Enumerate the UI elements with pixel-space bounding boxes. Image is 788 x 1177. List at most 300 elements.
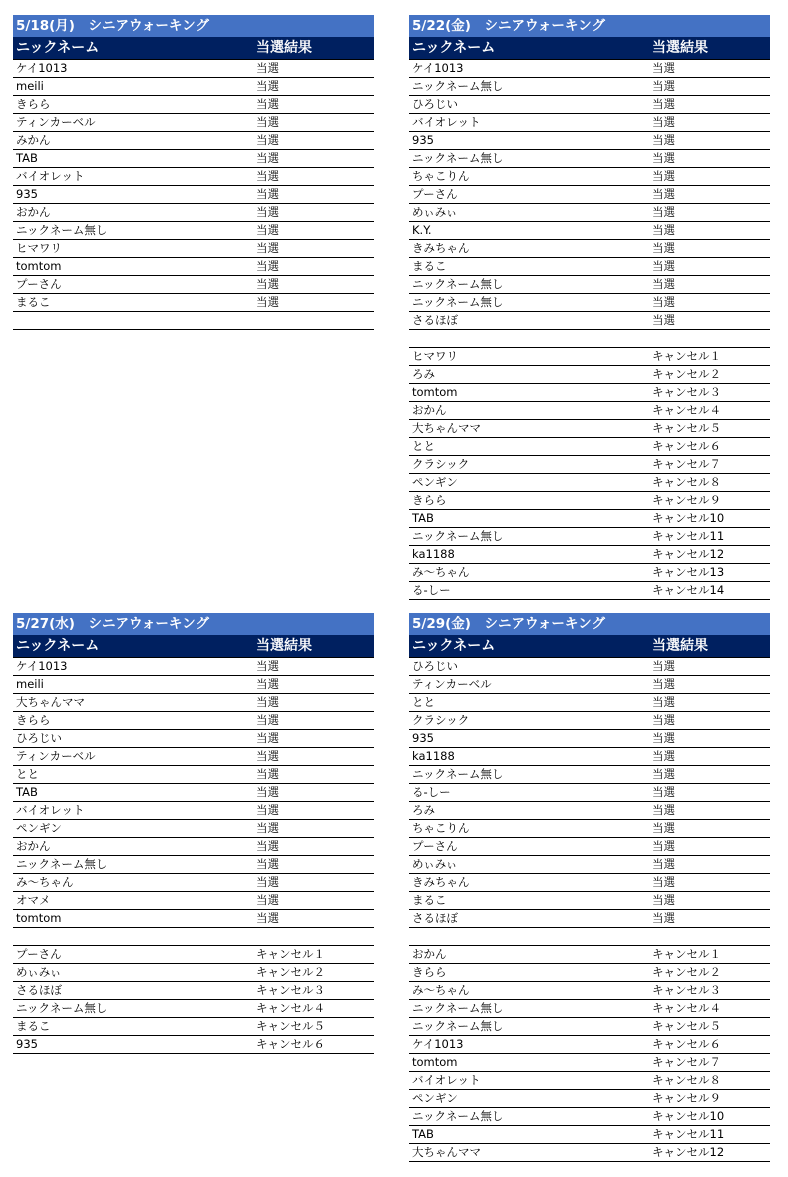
table-title: 5/18(月) シニアウォーキング <box>13 15 374 37</box>
table-row <box>409 802 770 820</box>
table-row <box>409 676 770 694</box>
result-cell <box>256 928 374 945</box>
table-rows <box>13 60 374 330</box>
table-row <box>13 114 374 132</box>
nickname-cell: ニックネーム無し <box>412 151 504 165</box>
nickname-cell: ヒマワリ <box>16 241 62 255</box>
result-cell: 当選 <box>652 223 675 237</box>
result-cell: 当選 <box>256 259 279 273</box>
result-cell: キャンセル12 <box>652 1145 725 1159</box>
nickname-cell: る-しー <box>412 583 451 597</box>
table-0527 <box>13 613 374 1054</box>
table-row <box>409 820 770 838</box>
table-row <box>409 1000 770 1018</box>
header-result: 当選結果 <box>256 638 312 654</box>
nickname-cell: バイオレット <box>16 169 85 183</box>
table-row <box>409 330 770 348</box>
result-cell: 当選 <box>256 295 279 309</box>
table-row <box>409 766 770 784</box>
table-row <box>13 240 374 258</box>
table-row <box>409 946 770 964</box>
result-cell: 当選 <box>652 677 675 691</box>
nickname-cell: おかん <box>16 839 51 853</box>
nickname-cell: ひろじい <box>16 731 62 745</box>
table-row <box>409 1072 770 1090</box>
nickname-cell: る-しー <box>412 785 451 799</box>
nickname-cell: 大ちゃんママ <box>16 695 85 709</box>
table-row <box>13 96 374 114</box>
result-cell: 当選 <box>256 677 279 691</box>
nickname-cell: ペンギン <box>412 475 458 489</box>
header-nickname: ニックネーム <box>16 638 100 654</box>
table-0522 <box>409 15 770 600</box>
header-result: 当選結果 <box>652 40 708 56</box>
table-rows <box>13 658 374 1054</box>
result-cell: 当選 <box>652 115 675 129</box>
table-row <box>13 946 374 964</box>
result-cell: 当選 <box>652 893 675 907</box>
table-row <box>409 874 770 892</box>
table-row <box>13 802 374 820</box>
table-row <box>409 1144 770 1162</box>
table-row <box>13 928 374 946</box>
result-cell: 当選 <box>256 893 279 907</box>
result-cell: キャンセル４ <box>652 403 721 417</box>
nickname-cell: tomtom <box>16 911 62 925</box>
nickname-cell: TAB <box>412 511 434 525</box>
header-nickname: ニックネーム <box>412 638 496 654</box>
table-row <box>409 784 770 802</box>
table-row <box>13 910 374 928</box>
table-row <box>409 564 770 582</box>
result-cell: 当選 <box>652 169 675 183</box>
result-cell: 当選 <box>256 659 279 673</box>
nickname-cell: ティンカーベル <box>16 115 96 129</box>
table-row <box>409 168 770 186</box>
result-cell: キャンセル３ <box>256 983 325 997</box>
table-header <box>13 635 374 658</box>
result-cell: 当選 <box>652 875 675 889</box>
table-row <box>13 204 374 222</box>
nickname-cell: クラシック <box>412 457 470 471</box>
nickname-cell: ケイ1013 <box>412 1037 464 1051</box>
nickname-cell: おかん <box>412 947 447 961</box>
result-cell: キャンセル11 <box>652 529 725 543</box>
table-title: 5/27(水) シニアウォーキング <box>13 613 374 635</box>
nickname-cell: 935 <box>16 1037 38 1051</box>
table-row <box>13 1018 374 1036</box>
nickname-cell <box>13 312 256 329</box>
table-row <box>409 258 770 276</box>
table-row <box>13 658 374 676</box>
result-cell: キャンセル４ <box>652 1001 721 1015</box>
nickname-cell: きらら <box>412 965 447 979</box>
nickname-cell: K.Y. <box>412 223 432 237</box>
result-cell: 当選 <box>652 767 675 781</box>
table-title: 5/29(金) シニアウォーキング <box>409 613 770 635</box>
table-row <box>409 510 770 528</box>
table-row <box>409 348 770 366</box>
nickname-cell: ニックネーム無し <box>16 223 108 237</box>
nickname-cell: プーさん <box>16 947 62 961</box>
result-cell: キャンセル10 <box>652 1109 725 1123</box>
table-row <box>13 312 374 330</box>
nickname-cell: tomtom <box>16 259 62 273</box>
nickname-cell: ヒマワリ <box>412 349 458 363</box>
table-row <box>409 982 770 1000</box>
result-cell: キャンセル６ <box>652 439 721 453</box>
table-row <box>13 856 374 874</box>
result-cell: 当選 <box>256 169 279 183</box>
nickname-cell: みかん <box>16 133 51 147</box>
result-cell: 当選 <box>256 133 279 147</box>
table-row <box>409 114 770 132</box>
table-row <box>13 730 374 748</box>
nickname-cell: TAB <box>16 785 38 799</box>
table-row <box>409 294 770 312</box>
result-cell: 当選 <box>256 151 279 165</box>
result-cell: 当選 <box>256 857 279 871</box>
nickname-cell: ティンカーベル <box>16 749 96 763</box>
table-row <box>13 186 374 204</box>
result-cell: キャンセル８ <box>652 475 721 489</box>
result-cell: キャンセル６ <box>256 1037 325 1051</box>
result-cell: キャンセル１ <box>652 947 721 961</box>
nickname-cell: ニックネーム無し <box>412 529 504 543</box>
result-cell: キャンセル１ <box>256 947 325 961</box>
result-cell: 当選 <box>652 785 675 799</box>
table-0518 <box>13 15 374 330</box>
table-row <box>409 60 770 78</box>
table-row <box>409 748 770 766</box>
table-row <box>13 150 374 168</box>
result-cell: 当選 <box>256 277 279 291</box>
result-cell: 当選 <box>652 749 675 763</box>
table-row <box>409 838 770 856</box>
nickname-cell: ニックネーム無し <box>412 79 504 93</box>
result-cell: 当選 <box>256 97 279 111</box>
nickname-cell: 935 <box>16 187 38 201</box>
table-row <box>13 258 374 276</box>
nickname-cell: み～ちゃん <box>16 875 74 889</box>
result-cell: 当選 <box>652 803 675 817</box>
nickname-cell: ろみ <box>412 803 435 817</box>
result-cell <box>652 928 770 945</box>
table-row <box>409 276 770 294</box>
nickname-cell: ニックネーム無し <box>412 1019 504 1033</box>
table-row <box>13 168 374 186</box>
nickname-cell <box>409 330 652 347</box>
table-row <box>409 132 770 150</box>
result-cell: 当選 <box>652 839 675 853</box>
result-cell: キャンセル２ <box>256 965 325 979</box>
table-row <box>409 492 770 510</box>
nickname-cell: バイオレット <box>412 1073 481 1087</box>
result-cell: 当選 <box>256 785 279 799</box>
table-row <box>13 748 374 766</box>
result-cell: 当選 <box>652 659 675 673</box>
result-cell: 当選 <box>652 133 675 147</box>
nickname-cell: プーさん <box>412 187 458 201</box>
result-cell: 当選 <box>256 749 279 763</box>
table-row <box>13 222 374 240</box>
table-row <box>409 1090 770 1108</box>
table-row <box>409 366 770 384</box>
table-row <box>13 784 374 802</box>
nickname-cell: きらら <box>16 97 51 111</box>
table-row <box>409 546 770 564</box>
nickname-cell: ニックネーム無し <box>16 857 108 871</box>
nickname-cell: tomtom <box>412 1055 458 1069</box>
result-cell: 当選 <box>256 875 279 889</box>
table-row <box>409 928 770 946</box>
header-nickname: ニックネーム <box>412 40 496 56</box>
header-nickname: ニックネーム <box>16 40 100 56</box>
table-row <box>409 222 770 240</box>
nickname-cell: ケイ1013 <box>16 659 68 673</box>
result-cell: キャンセル３ <box>652 385 721 399</box>
result-cell: 当選 <box>256 241 279 255</box>
table-row <box>13 132 374 150</box>
table-row <box>13 892 374 910</box>
nickname-cell <box>13 928 256 945</box>
nickname-cell: おかん <box>16 205 51 219</box>
result-cell: キャンセル８ <box>652 1073 721 1087</box>
result-cell: キャンセル５ <box>256 1019 325 1033</box>
result-cell: 当選 <box>652 61 675 75</box>
header-result: 当選結果 <box>652 638 708 654</box>
nickname-cell: tomtom <box>412 385 458 399</box>
table-row <box>409 1018 770 1036</box>
result-cell: 当選 <box>652 857 675 871</box>
nickname-cell: ニックネーム無し <box>16 1001 108 1015</box>
nickname-cell <box>409 928 652 945</box>
result-cell: キャンセル11 <box>652 1127 725 1141</box>
table-row <box>409 186 770 204</box>
nickname-cell: ka1188 <box>412 547 455 561</box>
header-result: 当選結果 <box>256 40 312 56</box>
table-row <box>13 1036 374 1054</box>
table-header <box>13 37 374 60</box>
nickname-cell: クラシック <box>412 713 470 727</box>
table-row <box>409 150 770 168</box>
nickname-cell: ティンカーベル <box>412 677 492 691</box>
table-rows <box>409 60 770 600</box>
table-row <box>409 240 770 258</box>
result-cell: 当選 <box>652 731 675 745</box>
table-title: 5/22(金) シニアウォーキング <box>409 15 770 37</box>
result-cell: 当選 <box>256 223 279 237</box>
nickname-cell: きみちゃん <box>412 875 470 889</box>
result-cell: 当選 <box>256 695 279 709</box>
nickname-cell: とと <box>16 767 39 781</box>
result-cell: キャンセル10 <box>652 511 725 525</box>
result-cell: 当選 <box>652 97 675 111</box>
result-cell: 当選 <box>652 151 675 165</box>
nickname-cell: とと <box>412 439 435 453</box>
nickname-cell: さるほぼ <box>412 911 458 925</box>
nickname-cell: プーさん <box>16 277 62 291</box>
nickname-cell: きみちゃん <box>412 241 470 255</box>
nickname-cell: ケイ1013 <box>16 61 68 75</box>
result-cell: 当選 <box>652 911 675 925</box>
nickname-cell: バイオレット <box>412 115 481 129</box>
table-row <box>409 730 770 748</box>
result-cell: 当選 <box>652 821 675 835</box>
result-cell: 当選 <box>256 731 279 745</box>
result-cell: キャンセル14 <box>652 583 725 597</box>
nickname-cell: み～ちゃん <box>412 565 470 579</box>
table-header <box>409 37 770 60</box>
nickname-cell: おかん <box>412 403 447 417</box>
nickname-cell: めぃみぃ <box>412 205 458 219</box>
nickname-cell: とと <box>412 695 435 709</box>
table-row <box>409 474 770 492</box>
table-row <box>13 276 374 294</box>
result-cell: 当選 <box>256 839 279 853</box>
nickname-cell: ニックネーム無し <box>412 295 504 309</box>
result-cell: キャンセル５ <box>652 1019 721 1033</box>
nickname-cell: 大ちゃんママ <box>412 421 481 435</box>
result-cell: キャンセル13 <box>652 565 725 579</box>
result-cell: キャンセル４ <box>256 1001 325 1015</box>
nickname-cell: ニックネーム無し <box>412 1109 504 1123</box>
result-cell: キャンセル１ <box>652 349 721 363</box>
table-row <box>409 420 770 438</box>
result-cell: 当選 <box>256 79 279 93</box>
table-row <box>13 838 374 856</box>
result-cell: 当選 <box>652 313 675 327</box>
result-cell: 当選 <box>256 713 279 727</box>
result-cell: キャンセル３ <box>652 983 721 997</box>
table-0529 <box>409 613 770 1162</box>
nickname-cell: まるこ <box>412 259 447 273</box>
result-cell: キャンセル９ <box>652 493 721 507</box>
nickname-cell: ちゃこりん <box>412 169 470 183</box>
table-row <box>409 1036 770 1054</box>
nickname-cell: オマメ <box>16 893 51 907</box>
nickname-cell: ka1188 <box>412 749 455 763</box>
result-cell: 当選 <box>652 695 675 709</box>
result-cell: 当選 <box>652 241 675 255</box>
nickname-cell: めぃみぃ <box>412 857 458 871</box>
table-row <box>409 1108 770 1126</box>
table-row <box>13 294 374 312</box>
nickname-cell: TAB <box>412 1127 434 1141</box>
table-row <box>409 694 770 712</box>
nickname-cell: ニックネーム無し <box>412 277 504 291</box>
nickname-cell: ペンギン <box>412 1091 458 1105</box>
nickname-cell: meili <box>16 79 44 93</box>
result-cell: キャンセル５ <box>652 421 721 435</box>
table-row <box>13 874 374 892</box>
nickname-cell: まるこ <box>16 295 51 309</box>
result-cell: キャンセル６ <box>652 1037 721 1051</box>
result-cell: 当選 <box>256 61 279 75</box>
table-row <box>409 528 770 546</box>
nickname-cell: ペンギン <box>16 821 62 835</box>
nickname-cell: 935 <box>412 133 434 147</box>
nickname-cell: まるこ <box>412 893 447 907</box>
result-cell: 当選 <box>256 767 279 781</box>
table-row <box>13 1000 374 1018</box>
result-cell <box>652 330 770 347</box>
table-row <box>409 964 770 982</box>
table-row <box>409 712 770 730</box>
table-row <box>409 438 770 456</box>
nickname-cell: さるほぼ <box>412 313 458 327</box>
nickname-cell: み～ちゃん <box>412 983 470 997</box>
result-cell: 当選 <box>652 277 675 291</box>
result-cell: 当選 <box>256 205 279 219</box>
nickname-cell: さるほぼ <box>16 983 62 997</box>
result-cell: 当選 <box>652 295 675 309</box>
table-row <box>409 384 770 402</box>
table-row <box>409 658 770 676</box>
nickname-cell: きらら <box>412 493 447 507</box>
table-row <box>409 1126 770 1144</box>
nickname-cell: ろみ <box>412 367 435 381</box>
nickname-cell: meili <box>16 677 44 691</box>
result-cell: 当選 <box>652 205 675 219</box>
result-cell: 当選 <box>652 713 675 727</box>
table-row <box>13 766 374 784</box>
result-cell: キャンセル12 <box>652 547 725 561</box>
nickname-cell: ニックネーム無し <box>412 767 504 781</box>
nickname-cell: 大ちゃんママ <box>412 1145 481 1159</box>
nickname-cell: きらら <box>16 713 51 727</box>
table-row <box>13 676 374 694</box>
table-row <box>13 712 374 730</box>
nickname-cell: ニックネーム無し <box>412 1001 504 1015</box>
result-cell: 当選 <box>256 821 279 835</box>
table-row <box>409 402 770 420</box>
table-row <box>409 892 770 910</box>
table-row <box>409 1054 770 1072</box>
result-cell: 当選 <box>256 187 279 201</box>
table-row <box>13 820 374 838</box>
result-cell: 当選 <box>256 115 279 129</box>
nickname-cell: プーさん <box>412 839 458 853</box>
table-row <box>409 456 770 474</box>
result-cell <box>256 312 374 329</box>
result-cell: キャンセル７ <box>652 457 721 471</box>
result-cell: キャンセル９ <box>652 1091 721 1105</box>
result-cell: 当選 <box>652 259 675 273</box>
table-row <box>409 78 770 96</box>
nickname-cell: ひろじい <box>412 659 458 673</box>
table-row <box>13 694 374 712</box>
table-row <box>13 78 374 96</box>
result-cell: 当選 <box>256 911 279 925</box>
result-cell: キャンセル２ <box>652 965 721 979</box>
table-row <box>13 964 374 982</box>
table-row <box>409 582 770 600</box>
table-row <box>409 312 770 330</box>
nickname-cell: TAB <box>16 151 38 165</box>
result-cell: 当選 <box>256 803 279 817</box>
result-cell: キャンセル７ <box>652 1055 721 1069</box>
table-row <box>13 982 374 1000</box>
table-row <box>13 60 374 78</box>
table-header <box>409 635 770 658</box>
table-row <box>409 204 770 222</box>
table-rows <box>409 658 770 1162</box>
nickname-cell: ちゃこりん <box>412 821 470 835</box>
nickname-cell: バイオレット <box>16 803 85 817</box>
table-row <box>409 910 770 928</box>
table-row <box>409 96 770 114</box>
